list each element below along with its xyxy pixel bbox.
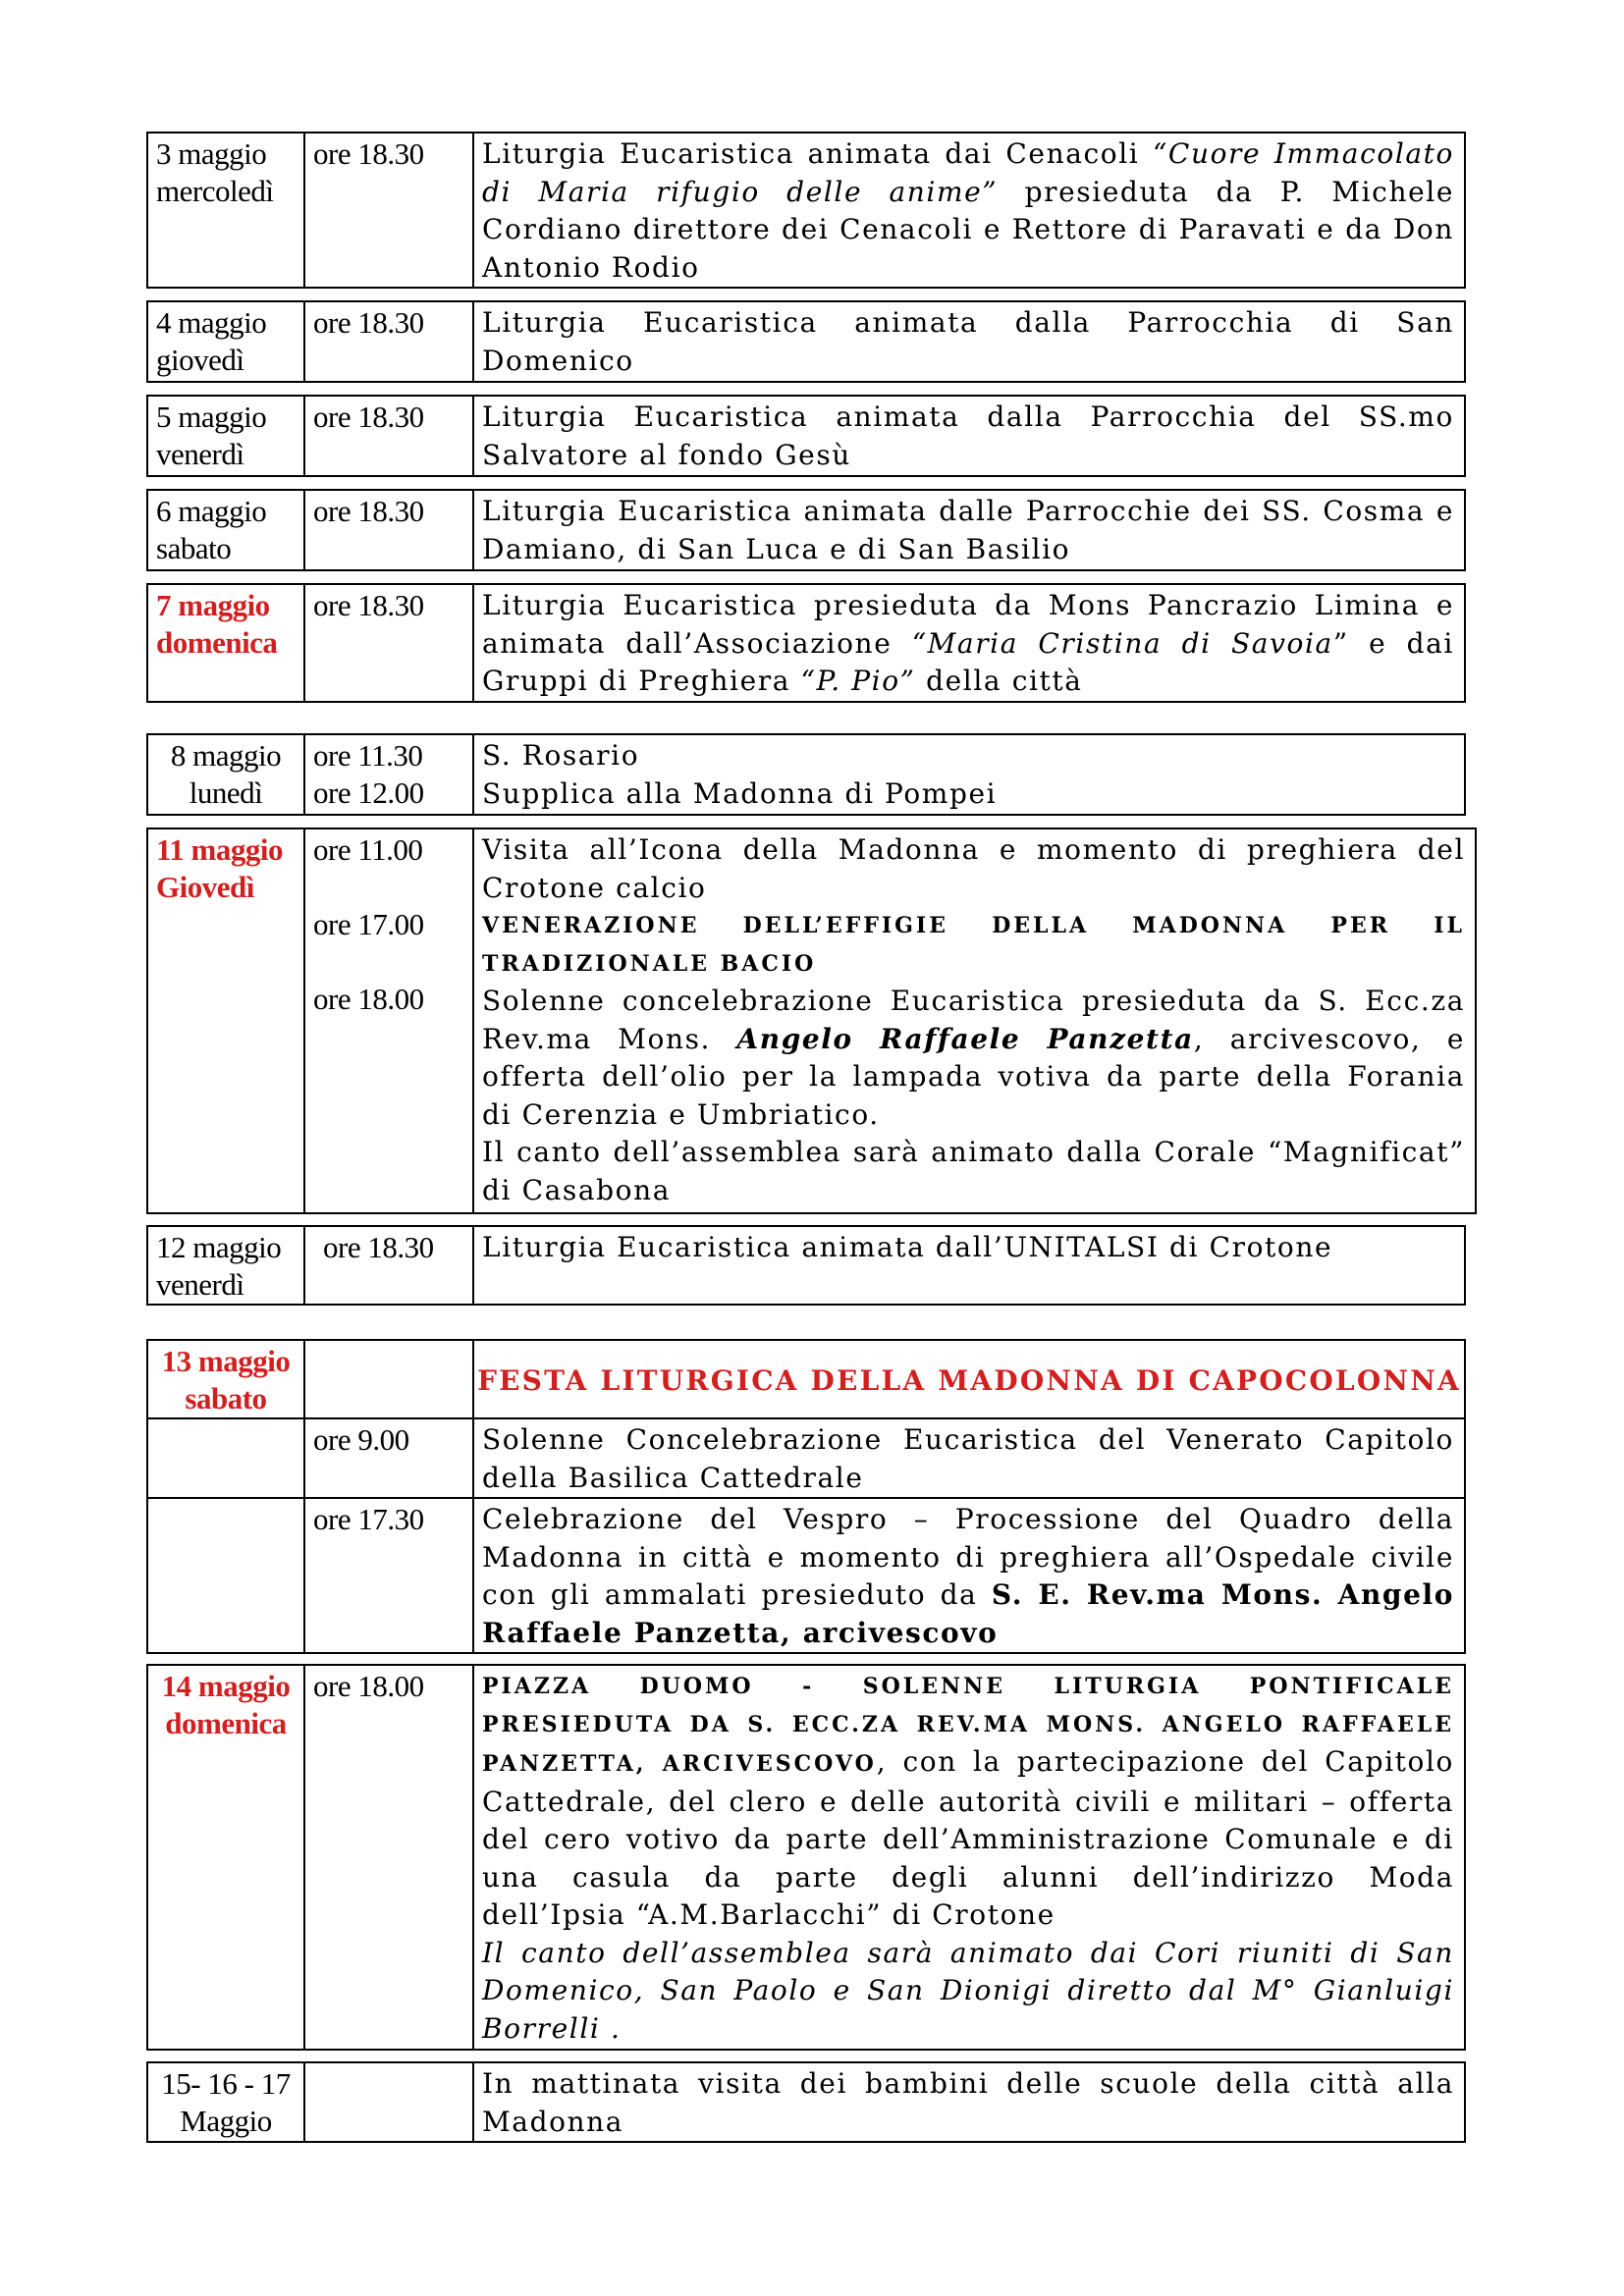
schedule-row-4-maggio [146,300,1466,383]
desc-line: Liturgia Eucaristica animata dalle Parrocchie dei SS. Cosma e [482,495,1454,527]
desc-text: Gruppi di Preghiera [482,665,801,697]
schedule-row-13-maggio [146,1339,1466,1654]
date-cell [148,735,303,812]
time-line: ore 11.30 [313,738,423,773]
date-weekday: mercoledì [156,174,274,208]
desc-line: Cordiano direttore dei Cenacoli e Rettore di Paravati e da Don [482,213,1454,245]
description-cell [474,302,1464,380]
desc-line: Visita all’Icona della Madonna e momento di preghiera del [482,833,1465,866]
desc-text: presieduta da P. Michele [998,175,1454,208]
date-cell [148,491,303,567]
desc-line: Liturgia Eucaristica presieduta da Mons Pancrazio Limina e [482,589,1454,621]
desc-line: offerta dell’olio per la lampada votiva da parte della Forania [482,1060,1465,1093]
schedule-row-5-maggio [146,395,1466,477]
desc-line: Solenne concelebrazione Eucaristica presieduta da S. Ecc.za [482,985,1465,1017]
time-cell [305,735,472,812]
desc-line: Celebrazione del Vespro – Processione del Quadro della [482,1503,1454,1535]
description-cell [474,735,1464,813]
time-cell: ore 18.30 [313,305,424,340]
date-weekday: lunedì [189,775,263,810]
date-day: 4 maggio [156,305,267,340]
date-day: 6 maggio [156,494,267,528]
desc-text: animata dall’Associazione [482,626,912,660]
desc-text: Liturgia Eucaristica animata dai Cenacoli [482,137,1153,170]
desc-line: della Basilica Cattedrale [482,1461,864,1494]
date-day: 12 maggio [156,1230,282,1264]
description-cell [474,2063,1464,2141]
desc-line: Il canto dell’assemblea sarà animato dalla Corale “Magnificat” [482,1136,1465,1168]
schedule-row-8-maggio [146,733,1466,816]
date-cell [148,133,303,210]
date-weekday: venerdì [156,1267,244,1302]
desc-line: una casula da parte degli alunni dell’indirizzo Moda [482,1860,1454,1894]
date-day: 8 maggio [170,738,282,773]
desc-caps-line: PIAZZA DUOMO - SOLENNE LITURGIA PONTIFICALE [482,1674,1454,1699]
date-day: 7 maggio [156,588,270,622]
date-day: 11 maggio [156,832,283,867]
description-cell [474,1419,1464,1497]
date-day: 13 maggio [161,1344,291,1378]
schedule-row-12-maggio [146,1225,1466,1306]
date-weekday: domenica [165,1706,287,1740]
date-weekday: venerdì [156,437,244,471]
time-cell: ore 18.30 [313,136,424,171]
description-cell [474,397,1464,474]
date-weekday: sabato [185,1381,267,1415]
desc-line: Liturgia Eucaristica animata dalla Parrocchia del SS.mo [482,400,1454,433]
schedule-row-15-17-maggio [146,2061,1466,2143]
desc-text: della città [915,665,1083,697]
desc-italic-line: Domenico, San Paolo e San Dionigi diretto dal M° Gianluigi [482,1974,1454,2006]
time-cell: ore 9.00 [313,1422,409,1457]
desc-line: Antonio Rodio [482,250,700,284]
desc-line: Supplica alla Madonna di Pompei [482,776,998,810]
desc-italic-line: Borrelli . [482,2011,622,2045]
desc-line: S. Rosario [482,739,640,772]
desc-line: Cattedrale, del clero e delle autorità civili e militari – offerta [482,1785,1454,1818]
description-cell [474,1666,1464,2048]
date-cell [148,2063,303,2140]
desc-line: Salvatore al fondo Gesù [482,438,851,471]
date-day: 5 maggio [156,400,267,434]
desc-italic: di Maria rifugio delle anime” [482,175,999,208]
desc-line: di Cerenzia e Umbriatico. [482,1097,880,1131]
desc-bold-italic: Angelo Raffaele Panzetta [736,1022,1194,1055]
time-cell: ore 18.00 [313,1669,424,1703]
desc-caps-line: VENERAZIONE DELL’EFFIGIE DELLA MADONNA PER IL [482,913,1465,938]
desc-text: ” e dai [1332,626,1454,660]
time-cell: ore 18.30 [313,588,424,622]
desc-bold-line: Raffaele Panzetta, arcivescovo [482,1616,999,1649]
desc-line: Madonna [482,2105,624,2138]
desc-line: del cero votivo da parte dell’Amministrazione Comunale e di [482,1823,1454,1855]
date-cell [148,1666,303,1742]
desc-text: Rev.ma Mons. [482,1022,737,1055]
date-weekday: domenica [156,625,278,660]
desc-caps-line: PRESIEDUTA DA S. ECC.ZA REV.MA MONS. ANGELO RAFFAELE [482,1711,1454,1737]
time-cell: ore 18.30 [313,494,424,528]
time-cell: ore 18.30 [313,400,424,434]
date-weekday: Giovedì [156,870,254,904]
date-day: 15- 16 - 17 [161,2066,291,2101]
date-weekday: giovedì [156,343,244,377]
time-line: ore 18.00 [313,982,424,1016]
desc-line: di Casabona [482,1173,672,1206]
desc-line: Liturgia Eucaristica animata dalla Parrocchia di San [482,306,1454,339]
desc-bold: S. E. Rev.ma Mons. Angelo [991,1578,1455,1611]
desc-italic: “Maria Cristina di Savoia [911,626,1333,660]
date-weekday: sabato [156,531,232,565]
desc-text: , con la partecipazione del Capitolo [876,1745,1454,1778]
desc-text: con gli ammalati presieduto da [482,1578,992,1611]
date-cell [148,829,303,906]
time-cell [305,829,472,1018]
schedule-row-14-maggio [146,1664,1466,2051]
desc-line: In mattinata visita dei bambini delle scuole della città alla [482,2067,1454,2100]
schedule-row-11-maggio [146,828,1477,1214]
desc-line: Madonna in città e momento di preghiera all’Ospedale civile [482,1540,1454,1574]
description-cell [474,1499,1464,1652]
date-day: 3 maggio [156,136,267,171]
date-cell [148,302,303,379]
date-cell [148,397,303,473]
desc-caps: PANZETTA, ARCIVESCOVO [482,1751,877,1777]
date-day: 14 maggio [161,1669,291,1703]
description-cell [474,829,1475,1209]
description-cell [474,491,1464,568]
desc-italic: “Cuore Immacolato [1153,137,1454,170]
date-weekday: Maggio [180,2104,272,2138]
description-cell [474,133,1464,287]
schedule-row-3-maggio [146,132,1466,289]
desc-caps-line: TRADIZIONALE BACIO [482,950,817,977]
desc-line: Domenico [482,344,634,377]
desc-text: , arcivescovo, e [1193,1022,1465,1055]
desc-line: Crotone calcio [482,871,707,904]
desc-line: Liturgia Eucaristica animata dall’UNITALSI di Crotone [482,1231,1333,1263]
desc-line: Solenne Concelebrazione Eucaristica del Venerato Capitolo [482,1423,1454,1456]
description-cell [474,585,1464,701]
time-line: ore 12.00 [313,775,424,810]
desc-italic-line: Il canto dell’assemblea sarà animato dai Cori riuniti di San [482,1936,1454,1969]
date-cell [148,1227,303,1304]
schedule-row-7-maggio [146,583,1466,703]
date-cell [148,585,303,662]
date-cell [148,1341,303,1417]
desc-line: Damiano, di San Luca e di San Basilio [482,532,1071,565]
schedule-row-6-maggio [146,489,1466,571]
time-line: ore 17.00 [313,907,424,941]
desc-italic: “P. Pio” [800,665,916,697]
desc-line: dell’Ipsia “A.M.Barlacchi” di Crotone [482,1898,1056,1931]
time-cell: ore 17.30 [313,1502,424,1536]
time-cell: ore 18.30 [323,1230,434,1264]
feast-title: FESTA LITURGICA DELLA MADONNA DI CAPOCOLONNA [477,1364,1461,1397]
time-line: ore 11.00 [313,832,423,867]
description-cell [474,1227,1464,1267]
